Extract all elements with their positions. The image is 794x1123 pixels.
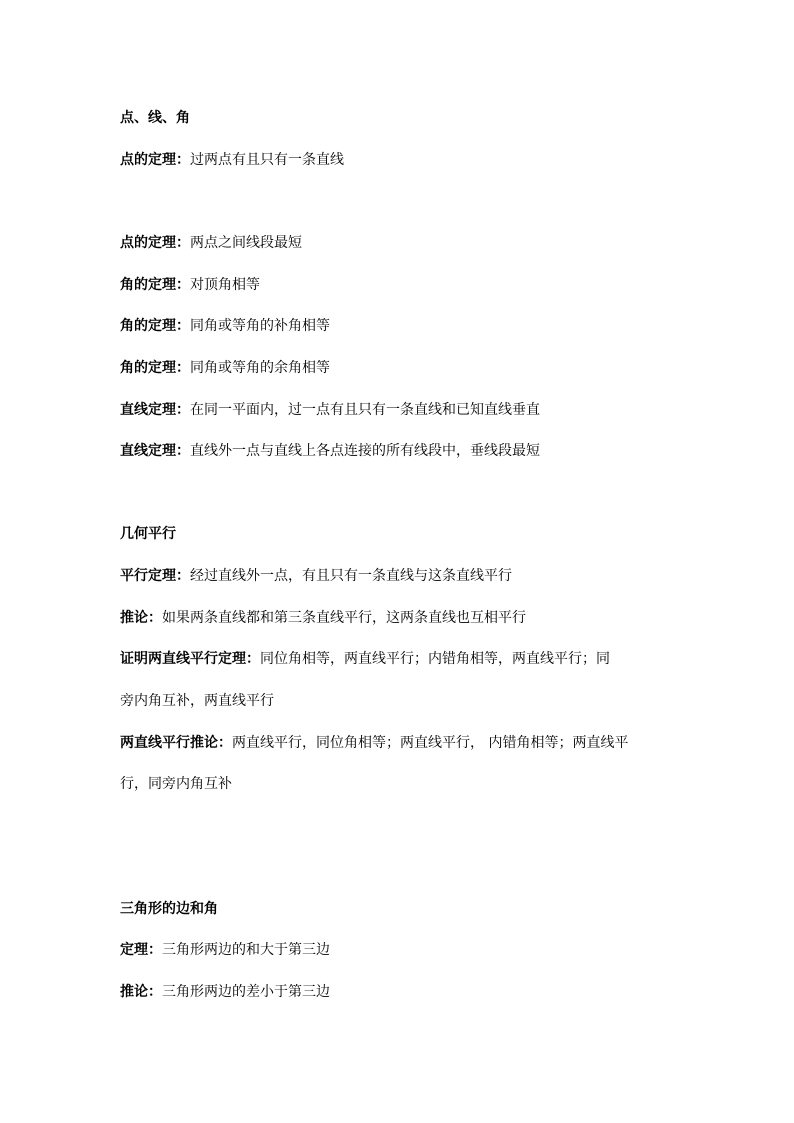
theorem-term: 角的定理 bbox=[120, 360, 176, 376]
colon: ： bbox=[176, 235, 190, 251]
theorem-term: 点的定理 bbox=[120, 235, 176, 251]
theorem-term: 直线定理 bbox=[120, 443, 176, 459]
theorem-line bbox=[120, 233, 690, 253]
theorem-line bbox=[120, 400, 690, 420]
theorem-line bbox=[120, 316, 690, 336]
theorem-text: 对顶角相等 bbox=[190, 277, 260, 293]
theorem-term: 两直线平行推论 bbox=[120, 735, 218, 751]
colon: ： bbox=[148, 942, 162, 958]
colon: ： bbox=[246, 651, 260, 667]
theorem-line bbox=[120, 275, 690, 295]
theorem-text: 同位角相等，两直线平行；内错角相等，两直线平行；同 bbox=[260, 651, 610, 667]
theorem-line bbox=[120, 733, 690, 753]
theorem-text: 三角形两边的差小于第三边 bbox=[162, 984, 330, 1000]
colon: ： bbox=[218, 735, 232, 751]
theorem-line-continuation: 行，同旁内角互补 bbox=[120, 776, 232, 792]
colon: ： bbox=[176, 402, 190, 418]
theorem-term: 平行定理 bbox=[120, 568, 176, 584]
theorem-text: 同角或等角的补角相等 bbox=[190, 318, 330, 334]
colon: ： bbox=[176, 277, 190, 293]
theorem-term: 推论 bbox=[120, 984, 148, 1000]
theorem-text: 两直线平行，同位角相等；两直线平行， 内错角相等；两直线平 bbox=[232, 735, 629, 751]
colon: ： bbox=[148, 610, 162, 626]
theorem-text: 直线外一点与直线上各点连接的所有线段中，垂线段最短 bbox=[190, 443, 540, 459]
theorem-text: 在同一平面内，过一点有且只有一条直线和已知直线垂直 bbox=[190, 402, 540, 418]
section-heading-points-lines-angles: 点、线、角 bbox=[120, 110, 190, 126]
theorem-line bbox=[120, 649, 690, 669]
theorem-line bbox=[120, 940, 690, 960]
theorem-line bbox=[120, 150, 690, 170]
theorem-term: 定理 bbox=[120, 942, 148, 958]
theorem-term: 点的定理 bbox=[120, 152, 176, 168]
section-heading-geometric-parallel: 几何平行 bbox=[120, 526, 176, 542]
theorem-text: 经过直线外一点，有且只有一条直线与这条直线平行 bbox=[190, 568, 512, 584]
theorem-term: 角的定理 bbox=[120, 318, 176, 334]
colon: ： bbox=[176, 318, 190, 334]
theorem-text: 同角或等角的余角相等 bbox=[190, 360, 330, 376]
theorem-text: 三角形两边的和大于第三边 bbox=[162, 942, 330, 958]
colon: ： bbox=[176, 360, 190, 376]
theorem-line bbox=[120, 982, 690, 1002]
theorem-line bbox=[120, 441, 690, 461]
theorem-line bbox=[120, 358, 690, 378]
theorem-line-continuation: 旁内角互补，两直线平行 bbox=[120, 693, 274, 709]
colon: ： bbox=[176, 152, 190, 168]
section-heading-triangle-sides-angles: 三角形的边和角 bbox=[120, 901, 218, 917]
colon: ： bbox=[176, 568, 190, 584]
theorem-text: 两点之间线段最短 bbox=[190, 235, 302, 251]
theorem-term: 证明两直线平行定理 bbox=[120, 651, 246, 667]
theorem-term: 直线定理 bbox=[120, 402, 176, 418]
theorem-line bbox=[120, 608, 690, 628]
theorem-text: 过两点有且只有一条直线 bbox=[190, 152, 344, 168]
colon: ： bbox=[148, 984, 162, 1000]
theorem-line bbox=[120, 566, 690, 586]
theorem-term: 角的定理 bbox=[120, 277, 176, 293]
theorem-term: 推论 bbox=[120, 610, 148, 626]
colon: ： bbox=[176, 443, 190, 459]
theorem-text: 如果两条直线都和第三条直线平行，这两条直线也互相平行 bbox=[162, 610, 526, 626]
